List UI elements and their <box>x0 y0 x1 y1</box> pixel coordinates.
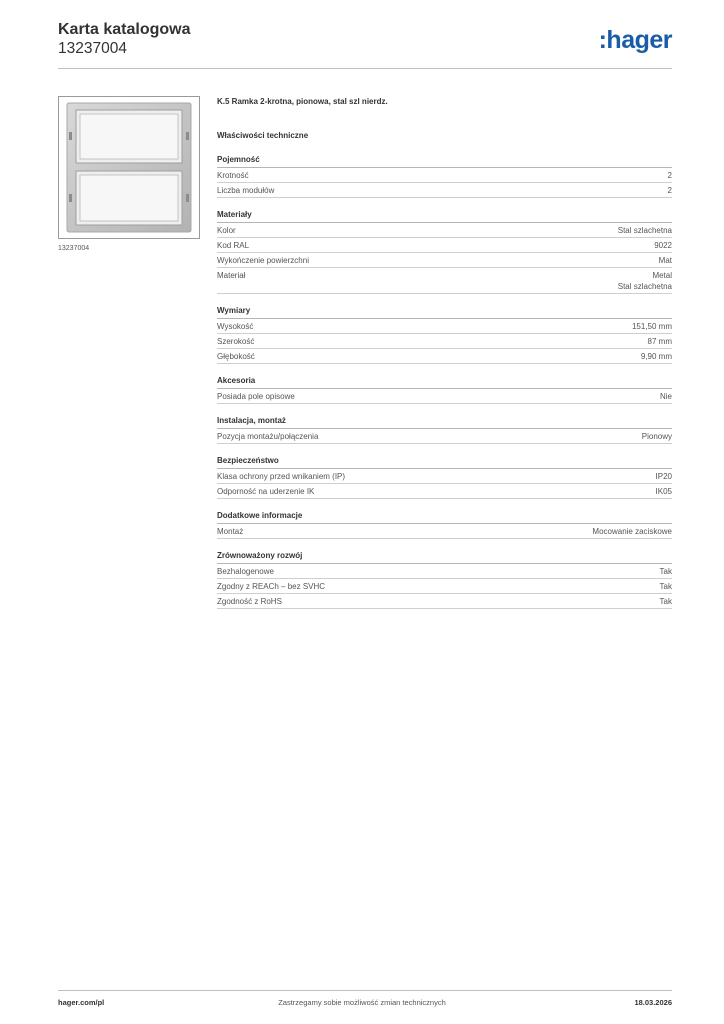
spec-value-line: 9022 <box>654 240 672 250</box>
spec-value-line: Mocowanie zaciskowe <box>592 526 672 536</box>
spec-value-line: 9,90 mm <box>640 351 672 361</box>
spec-value-line: Pionowy <box>641 431 672 441</box>
spec-value <box>654 240 672 251</box>
spec-row <box>217 429 672 444</box>
product-name: K.5 Ramka 2-krotna, pionowa, stal szl nierdz. <box>217 97 388 106</box>
spec-value <box>592 526 672 537</box>
spec-value <box>659 255 672 266</box>
spec-value <box>660 566 672 577</box>
spec-value-line: 2 <box>667 185 672 195</box>
spec-value <box>668 185 672 196</box>
spec-label: Zgodny z REACh – bez SVHC <box>217 581 326 591</box>
spec-groups <box>217 153 672 609</box>
spec-row <box>217 484 672 499</box>
spec-label: Głębokość <box>217 351 255 361</box>
spec-label: Wysokość <box>217 321 254 331</box>
spec-label: Bezhalogenowe <box>217 566 274 576</box>
spec-group-title: Akcesoria <box>217 374 672 389</box>
document-title: Karta katalogowa <box>58 21 191 38</box>
spec-value <box>656 486 672 497</box>
spec-value <box>660 596 672 607</box>
header-divider <box>58 68 672 69</box>
spec-label: Klasa ochrony przed wnikaniem (IP) <box>217 471 346 481</box>
spec-group-title: Dodatkowe informacje <box>217 509 672 524</box>
spec-group <box>217 153 672 198</box>
spec-row <box>217 524 672 539</box>
spec-group <box>217 208 672 294</box>
spec-row <box>217 238 672 253</box>
spec-value <box>668 170 672 181</box>
spec-row <box>217 253 672 268</box>
footer-disclaimer: Zastrzegamy sobie możliwość zmian technicznych <box>278 998 446 1007</box>
spec-value-line: Mat <box>658 255 672 265</box>
image-caption: 13237004 <box>58 245 90 252</box>
spec-label: Posiada pole opisowe <box>217 391 295 401</box>
spec-row <box>217 268 672 294</box>
spec-row <box>217 594 672 609</box>
spec-row <box>217 349 672 364</box>
spec-value <box>618 225 672 236</box>
spec-value-line: Stal szlachetna <box>617 225 672 235</box>
spec-value-line: Tak <box>659 566 672 576</box>
spec-group-title: Wymiary <box>217 304 672 319</box>
spec-label: Kod RAL <box>217 240 250 250</box>
spec-value-line: 151,50 mm <box>631 321 672 331</box>
product-code: 13237004 <box>58 40 127 57</box>
spec-value <box>642 431 672 442</box>
spec-row <box>217 579 672 594</box>
spec-value-line: Nie <box>659 391 672 401</box>
spec-value-line: 87 mm <box>647 336 672 346</box>
spec-value <box>641 351 672 362</box>
spec-row <box>217 564 672 579</box>
spec-row <box>217 223 672 238</box>
spec-row <box>217 469 672 484</box>
spec-label: Kolor <box>217 225 236 235</box>
spec-group-title: Bezpieczeństwo <box>217 454 672 469</box>
spec-value-line: Tak <box>659 596 672 606</box>
spec-group <box>217 509 672 539</box>
footer-divider <box>58 990 672 991</box>
spec-group <box>217 374 672 404</box>
spec-group-title: Materiały <box>217 208 672 223</box>
spec-row <box>217 319 672 334</box>
spec-value <box>660 391 672 402</box>
spec-group <box>217 304 672 364</box>
spec-value <box>656 471 672 482</box>
spec-value-line: IK05 <box>655 486 672 496</box>
spec-label: Zgodność z RoHS <box>217 596 282 606</box>
spec-row <box>217 183 672 198</box>
spec-label: Liczba modułów <box>217 185 275 195</box>
spec-value-line: Stal szlachetna <box>617 281 672 291</box>
footer-website: hager.com/pl <box>58 998 105 1007</box>
spec-group <box>217 414 672 444</box>
spec-row <box>217 334 672 349</box>
spec-value-line: Tak <box>659 581 672 591</box>
spec-group <box>217 549 672 609</box>
spec-label: Wykończenie powierzchni <box>217 255 309 265</box>
spec-row <box>217 168 672 183</box>
spec-content <box>217 95 672 609</box>
spec-group <box>217 454 672 499</box>
spec-label: Krotność <box>217 170 249 180</box>
frame-illustration <box>59 97 199 238</box>
spec-group-title: Instalacja, montaż <box>217 414 672 429</box>
footer-date: 18.03.2026 <box>634 998 672 1007</box>
spec-value <box>632 321 672 332</box>
spec-value <box>648 336 672 347</box>
technical-properties-heading: Właściwości techniczne <box>217 131 309 140</box>
spec-value-line: Metal <box>652 270 672 280</box>
spec-value <box>660 581 672 592</box>
spec-label: Szerokość <box>217 336 255 346</box>
spec-label: Odporność na uderzenie IK <box>217 486 315 496</box>
spec-group-title: Zrównoważony rozwój <box>217 549 672 564</box>
spec-row <box>217 389 672 404</box>
spec-label: Montaż <box>217 526 244 536</box>
spec-group-title: Pojemność <box>217 153 672 168</box>
spec-label: Pozycja montażu/połączenia <box>217 431 319 441</box>
spec-label: Materiał <box>217 270 246 280</box>
spec-value-line: 2 <box>667 170 672 180</box>
hager-logo: :hager <box>598 26 672 54</box>
spec-value-line: IP20 <box>655 471 672 481</box>
spec-value <box>618 270 672 292</box>
product-image <box>58 96 200 239</box>
